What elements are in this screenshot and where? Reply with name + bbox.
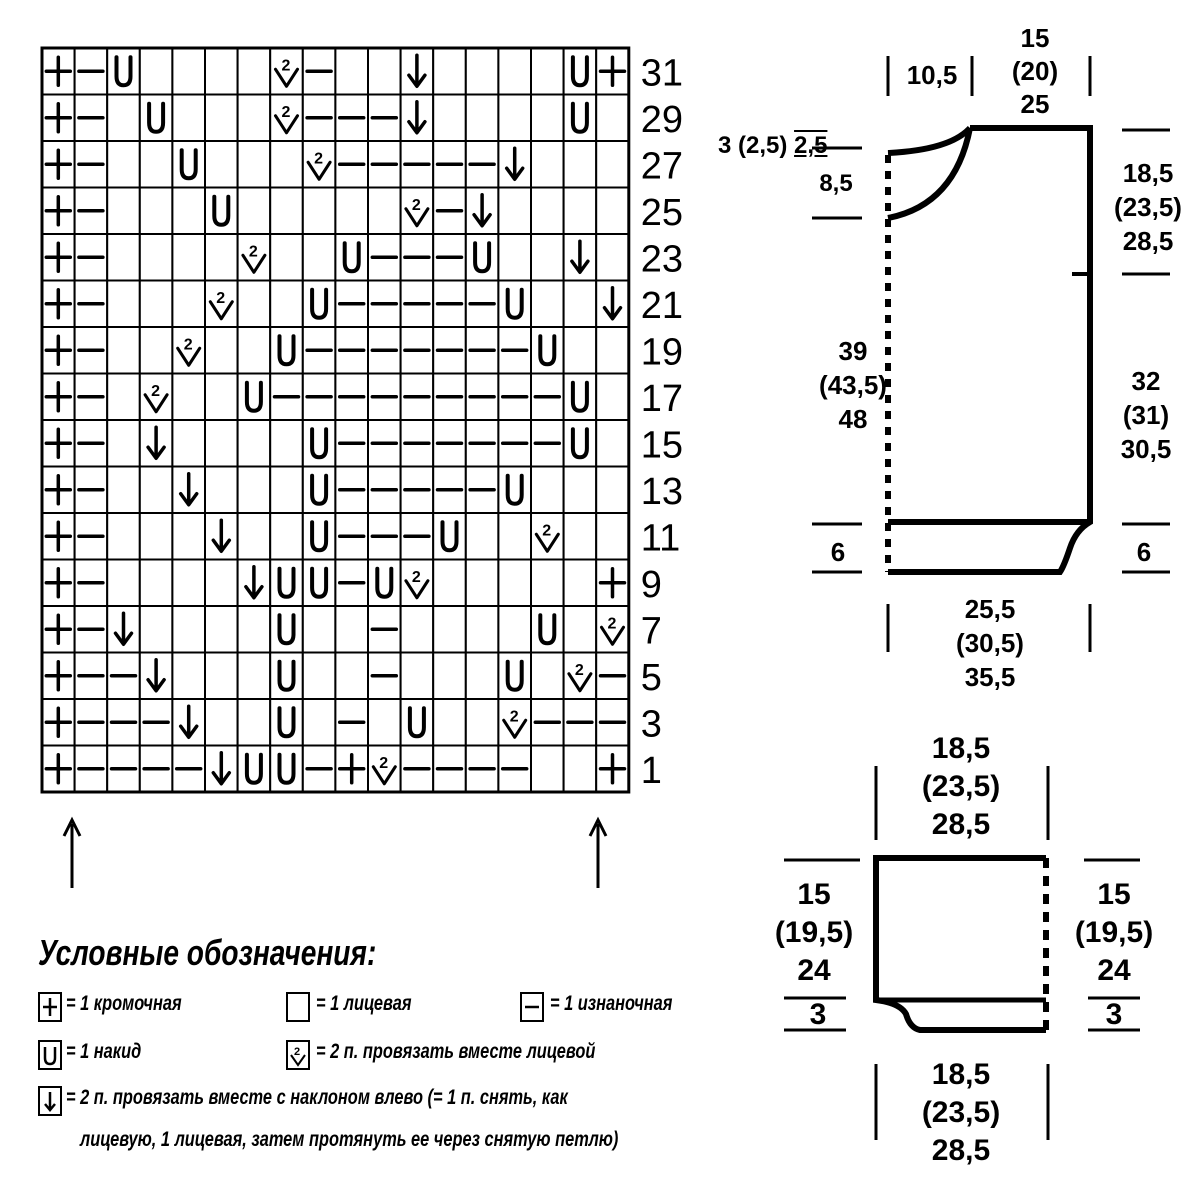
chart-cell	[498, 234, 531, 281]
chart-cell	[531, 560, 564, 607]
chart-cell	[498, 48, 531, 95]
sleeve-left-size-2: (19,5)	[774, 916, 854, 949]
chart-cell	[107, 141, 140, 188]
chart-cell	[335, 48, 368, 95]
chart-cell	[498, 188, 531, 235]
chart-cell	[596, 327, 629, 374]
svg-text:2: 2	[248, 243, 258, 261]
neck-drop-label: 8,5	[819, 170, 853, 197]
chart-cell	[531, 48, 564, 95]
chart-grid	[42, 48, 629, 792]
chart-cell	[466, 560, 499, 607]
row-number: 23	[640, 238, 684, 281]
chart-cell	[564, 141, 597, 188]
row-numbers	[641, 52, 683, 792]
chart-cell	[335, 606, 368, 653]
svg-text:2: 2	[216, 289, 226, 307]
armhole-depth-label	[1106, 156, 1190, 258]
chart-cell	[564, 513, 597, 560]
chart-cell	[303, 560, 336, 607]
row-number: 29	[640, 98, 684, 141]
yarn-over-symbol	[38, 1040, 62, 1070]
svg-text:2: 2	[607, 615, 617, 633]
chart-cell	[107, 48, 140, 95]
chart-cell	[303, 653, 336, 700]
chart-cell	[205, 420, 238, 467]
chart-cell	[172, 560, 205, 607]
row-number: 11	[640, 517, 681, 560]
chart-cell	[107, 560, 140, 607]
chart-cell	[140, 188, 173, 235]
chart-cell	[238, 606, 271, 653]
chart-cell	[205, 327, 238, 374]
legend-ssk-line2: лицевую, 1 лицевая, затем протянуть ее через снятую петлю)	[80, 1128, 619, 1151]
chart-cell	[368, 188, 401, 235]
chart-cell	[433, 513, 466, 560]
chart-cell	[205, 374, 238, 421]
body-left-size-1: 39	[838, 336, 868, 366]
chart-cell	[205, 653, 238, 700]
k2tog-symbol	[286, 1040, 310, 1070]
chart-cell	[140, 141, 173, 188]
chart-cell	[140, 95, 173, 142]
chart-cell	[140, 48, 173, 95]
sleeve-bottom-size-2: (23,5)	[921, 1096, 1001, 1129]
chart-cell	[531, 746, 564, 793]
chart-cell	[238, 699, 271, 746]
chart-cell	[564, 560, 597, 607]
chart-cell	[107, 420, 140, 467]
chart-cell	[205, 234, 238, 281]
chart-cell	[433, 560, 466, 607]
chart-cell	[205, 188, 238, 235]
chart-cell	[270, 653, 303, 700]
body-right-size-2: (31)	[1122, 400, 1170, 430]
sleeve-left-size-1: 15	[797, 878, 831, 911]
chart-cell	[238, 141, 271, 188]
chart-cell	[107, 95, 140, 142]
chart-cell	[466, 513, 499, 560]
armhole-size-1: 18,5	[1122, 158, 1174, 188]
right-repeat-arrow	[590, 820, 606, 888]
chart-cell	[107, 513, 140, 560]
svg-text:2: 2	[379, 754, 389, 772]
sleeve-left-length-label	[764, 876, 864, 990]
row-number: 19	[640, 331, 684, 374]
svg-text:2: 2	[509, 708, 519, 726]
chart-cell	[564, 374, 597, 421]
sleeve-bottom-width-label	[906, 1056, 1016, 1170]
svg-text:2: 2	[281, 103, 291, 121]
chart-cell	[140, 606, 173, 653]
chart-cell	[270, 420, 303, 467]
legend-yarn-over: = 1 накид	[66, 1040, 142, 1063]
chart-cell	[531, 141, 564, 188]
sleeve-right-size-1: 15	[1097, 878, 1131, 911]
armhole-size-2: (23,5)	[1114, 192, 1182, 222]
chart-cell	[238, 513, 271, 560]
chart-cell	[564, 281, 597, 328]
chart-cell	[270, 467, 303, 514]
chart-cell	[564, 48, 597, 95]
chart-cell	[270, 327, 303, 374]
chart-cell	[531, 188, 564, 235]
chart-cell	[564, 746, 597, 793]
row-number: 31	[640, 52, 684, 95]
chart-cell	[205, 606, 238, 653]
back-width-size-1: 25,5	[964, 594, 1016, 624]
chart-cell	[140, 560, 173, 607]
chart-cell	[270, 141, 303, 188]
chart-cell	[172, 513, 205, 560]
chart-cell	[433, 95, 466, 142]
body-left-size-3: 48	[838, 404, 868, 434]
chart-cell	[238, 653, 271, 700]
armhole-size-3: 28,5	[1122, 226, 1174, 256]
chart-cell	[172, 606, 205, 653]
chart-cell	[335, 653, 368, 700]
row-number: 1	[640, 749, 662, 792]
chart-cell	[303, 513, 336, 560]
chart-cell	[498, 513, 531, 560]
legend-purl: = 1 изнаночная	[550, 992, 673, 1015]
chart-cell	[107, 327, 140, 374]
sleeve-bottom-size-1: 18,5	[931, 1058, 991, 1091]
chart-cell	[466, 606, 499, 653]
chart-cell	[498, 281, 531, 328]
row-number: 27	[640, 145, 684, 188]
chart-cell	[564, 95, 597, 142]
chart-cell	[564, 188, 597, 235]
shoulder-width-label	[990, 22, 1080, 121]
chart-cell	[238, 420, 271, 467]
chart-cell	[433, 653, 466, 700]
body-right-size-3: 30,5	[1120, 434, 1172, 464]
chart-cell	[335, 188, 368, 235]
chart-cell	[172, 48, 205, 95]
chart-cell	[433, 48, 466, 95]
chart-cell	[303, 699, 336, 746]
svg-text:2: 2	[294, 1046, 301, 1058]
chart-cell	[433, 699, 466, 746]
chart-cell	[270, 513, 303, 560]
chart-cell	[531, 606, 564, 653]
chart-cell	[107, 188, 140, 235]
chart-cell	[172, 653, 205, 700]
chart-cell	[531, 234, 564, 281]
chart-cell	[205, 141, 238, 188]
back-width-label	[944, 592, 1036, 694]
row-number: 15	[640, 424, 684, 467]
legend-k2tog: = 2 п. провязать вместе лицевой	[316, 1040, 596, 1063]
chart-cell	[564, 420, 597, 467]
rib-left-label: 6	[830, 537, 846, 567]
chart-cell	[498, 467, 531, 514]
chart-cell	[564, 327, 597, 374]
chart-cell	[596, 467, 629, 514]
chart-cell	[433, 606, 466, 653]
chart-cell	[531, 95, 564, 142]
chart-cell	[303, 281, 336, 328]
row-number: 9	[640, 563, 662, 606]
sleeve-top-size-1: 18,5	[931, 732, 991, 765]
legend-title: Условные обозначения:	[38, 932, 377, 973]
legend-ssk-line1: = 2 п. провязать вместе с наклоном влево (= 1 п. снять, как	[66, 1086, 568, 1109]
chart-cell	[238, 281, 271, 328]
svg-text:2: 2	[151, 382, 161, 400]
neck-width-label: 10,5	[906, 60, 958, 90]
svg-text:2: 2	[281, 57, 291, 75]
chart-cell	[498, 560, 531, 607]
chart-cell	[172, 234, 205, 281]
chart-cell	[303, 420, 336, 467]
knit-stitch-symbol	[286, 992, 310, 1022]
back-width-size-2: (30,5)	[956, 628, 1024, 658]
chart-cell	[303, 467, 336, 514]
shoulder-size-3: 25	[1020, 89, 1050, 119]
row-number: 21	[640, 284, 684, 327]
chart-cell	[531, 467, 564, 514]
ssk-symbol	[38, 1086, 62, 1116]
svg-text:2: 2	[542, 522, 552, 540]
chart-cell	[270, 606, 303, 653]
sleeve-bottom-size-3: 28,5	[931, 1134, 991, 1167]
legend-knit: = 1 лицевая	[316, 992, 412, 1015]
chart-cell	[238, 188, 271, 235]
cuff-left-label: 3	[809, 998, 827, 1031]
row-number: 13	[640, 470, 684, 513]
chart-cell	[270, 281, 303, 328]
chart-cell	[596, 141, 629, 188]
svg-text:2: 2	[314, 150, 324, 168]
chart-cell	[335, 234, 368, 281]
chart-cell	[303, 606, 336, 653]
chart-cell	[238, 374, 271, 421]
sleeve-right-size-3: 24	[1097, 954, 1131, 987]
row-number: 5	[640, 656, 662, 699]
chart-cell	[172, 420, 205, 467]
row-number: 3	[640, 703, 662, 746]
chart-cell	[107, 374, 140, 421]
chart-cell	[531, 281, 564, 328]
chart-cell	[466, 95, 499, 142]
rib-right-label: 6	[1136, 537, 1152, 567]
chart-cell	[466, 48, 499, 95]
chart-cell	[172, 95, 205, 142]
chart-cell	[498, 653, 531, 700]
chart-cell	[596, 188, 629, 235]
chart-cell	[238, 48, 271, 95]
chart-cell	[564, 606, 597, 653]
back-width-size-3: 35,5	[964, 662, 1016, 692]
shoulder-size-2: (20)	[1011, 56, 1059, 86]
chart-cell	[172, 188, 205, 235]
chart-cell	[368, 699, 401, 746]
chart-cell	[107, 234, 140, 281]
chart-cell	[238, 746, 271, 793]
chart-cell	[596, 513, 629, 560]
chart-cell	[401, 606, 434, 653]
chart-cell	[140, 467, 173, 514]
sleeve-left-size-3: 24	[797, 954, 831, 987]
chart-cell	[140, 281, 173, 328]
chart-cell	[205, 467, 238, 514]
chart-cell	[498, 606, 531, 653]
chart-cell	[531, 653, 564, 700]
chart-cell	[401, 653, 434, 700]
chart-cell	[270, 234, 303, 281]
chart-cell	[368, 560, 401, 607]
chart-cell	[564, 467, 597, 514]
chart-cell	[303, 188, 336, 235]
edge-stitch-symbol	[38, 992, 62, 1022]
chart-cell	[238, 95, 271, 142]
body-left-size-2: (43,5)	[819, 370, 887, 400]
chart-cell	[531, 327, 564, 374]
chart-cell	[205, 48, 238, 95]
row-number: 17	[640, 377, 684, 420]
sleeve-top-width-label	[906, 730, 1016, 844]
neck-depth-label: 3 (2,5) 2,5	[718, 132, 828, 159]
body-right-size-1: 32	[1131, 366, 1161, 396]
svg-text:2: 2	[574, 661, 584, 679]
chart-cell	[270, 560, 303, 607]
sleeve-right-size-2: (19,5)	[1074, 916, 1154, 949]
chart-cell	[368, 48, 401, 95]
chart-cell	[466, 234, 499, 281]
chart-cell	[270, 699, 303, 746]
chart-cell	[596, 374, 629, 421]
sleeve-right-length-label	[1064, 876, 1164, 990]
chart-cell	[596, 95, 629, 142]
chart-cell	[303, 234, 336, 281]
chart-cell	[107, 467, 140, 514]
chart-cell	[172, 141, 205, 188]
chart-cell	[238, 327, 271, 374]
chart-cell	[205, 560, 238, 607]
svg-text:2: 2	[411, 568, 421, 586]
sleeve-top-size-3: 28,5	[931, 808, 991, 841]
row-number: 7	[640, 610, 662, 653]
chart-cell	[205, 95, 238, 142]
shoulder-size-1: 15	[1020, 23, 1050, 53]
cuff-right-label: 3	[1105, 998, 1123, 1031]
chart-cell	[107, 281, 140, 328]
chart-cell	[270, 746, 303, 793]
chart-cell	[140, 513, 173, 560]
chart-cell	[498, 95, 531, 142]
chart-cell	[596, 420, 629, 467]
row-number: 25	[640, 191, 684, 234]
chart-cell	[596, 234, 629, 281]
left-repeat-arrow	[64, 820, 80, 888]
svg-text:2: 2	[411, 196, 421, 214]
chart-cell	[466, 653, 499, 700]
body-length-right-label	[1110, 364, 1182, 466]
body-length-left-label	[818, 334, 888, 436]
chart-cell	[205, 699, 238, 746]
chart-cell	[140, 327, 173, 374]
chart-cell	[140, 234, 173, 281]
sleeve-top-size-2: (23,5)	[921, 770, 1001, 803]
purl-stitch-symbol	[520, 992, 544, 1022]
legend-edge: = 1 кромочная	[66, 992, 182, 1015]
svg-text:2: 2	[183, 336, 193, 354]
chart-cell	[238, 467, 271, 514]
chart-cell	[172, 281, 205, 328]
chart-cell	[270, 188, 303, 235]
chart-cell	[466, 699, 499, 746]
chart-cell	[172, 374, 205, 421]
chart-cell	[401, 699, 434, 746]
